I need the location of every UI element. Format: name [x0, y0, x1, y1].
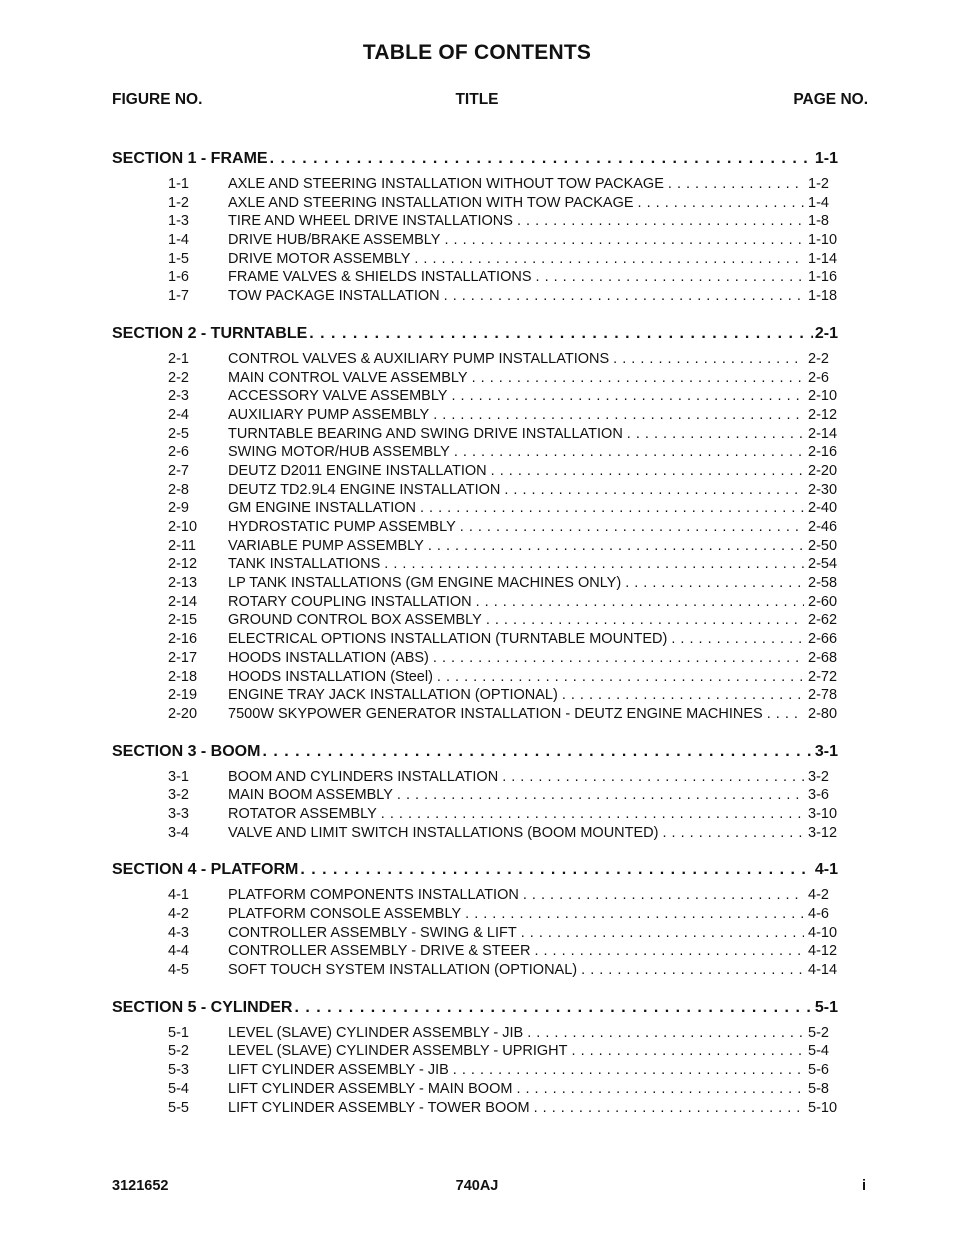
- dot-leader: [613, 350, 804, 369]
- figure-number: 2-9: [168, 500, 189, 517]
- toc-entry[interactable]: [112, 231, 838, 250]
- dot-leader: [534, 942, 804, 961]
- entry-title: FRAME VALVES & SHIELDS INSTALLATIONS: [228, 269, 532, 286]
- dot-leader: [767, 705, 804, 724]
- entry-page: 5-2: [808, 1024, 829, 1041]
- toc-entry[interactable]: [112, 768, 838, 787]
- toc-entry[interactable]: [112, 649, 838, 668]
- entry-page: 5-6: [808, 1062, 829, 1079]
- entry-title: LIFT CYLINDER ASSEMBLY - TOWER BOOM: [228, 1099, 530, 1116]
- figure-number: 2-13: [168, 575, 198, 592]
- toc-section: [112, 999, 838, 1117]
- toc-entry[interactable]: [112, 705, 838, 724]
- entry-title: PLATFORM CONSOLE ASSEMBLY: [228, 906, 462, 922]
- entry-page: 2-72: [808, 668, 838, 685]
- figure-number: 3-2: [168, 787, 189, 804]
- entry-title: TURNTABLE BEARING AND SWING DRIVE INSTALLATION: [228, 425, 623, 442]
- dot-leader: [517, 212, 804, 231]
- dot-leader: [309, 325, 813, 343]
- entry-page: 2-50: [808, 537, 838, 554]
- section-page: 4-1: [814, 861, 838, 879]
- toc-entry[interactable]: [112, 924, 838, 943]
- figure-number: 4-5: [168, 962, 189, 979]
- toc-entry[interactable]: [112, 481, 838, 500]
- entry-title: LEVEL (SLAVE) CYLINDER ASSEMBLY - UPRIGHT: [228, 1043, 568, 1060]
- entry-page: 2-30: [808, 481, 838, 498]
- figure-number: 2-20: [168, 705, 198, 722]
- entry-page: 2-78: [808, 687, 838, 704]
- entry-title: AXLE AND STEERING INSTALLATION WITH TOW PACKAGE: [228, 194, 634, 211]
- entry-page: 1-10: [808, 232, 838, 249]
- entry-title: AUXILIARY PUMP ASSEMBLY: [228, 406, 430, 423]
- toc-entry[interactable]: [112, 212, 838, 231]
- toc-entry[interactable]: [112, 1042, 838, 1061]
- figure-number: 1-2: [168, 194, 189, 211]
- section-title: SECTION 4 - PLATFORM: [112, 861, 299, 879]
- dot-leader: [581, 961, 804, 980]
- dot-leader: [454, 443, 804, 462]
- figure-number: 3-3: [168, 805, 189, 822]
- toc-entry[interactable]: [112, 175, 838, 194]
- toc-entry[interactable]: [112, 462, 838, 481]
- dot-leader: [433, 649, 804, 668]
- dot-leader: [521, 924, 804, 943]
- entry-title: PLATFORM COMPONENTS INSTALLATION: [228, 887, 519, 904]
- toc-entry[interactable]: [112, 593, 838, 612]
- entry-page: 2-10: [808, 388, 838, 405]
- toc-section: [112, 325, 838, 724]
- dot-leader: [444, 287, 804, 306]
- entry-page: 5-8: [808, 1080, 829, 1097]
- section-page: 5-1: [814, 998, 838, 1016]
- entry-page: 2-12: [808, 406, 838, 423]
- toc-entry[interactable]: [112, 942, 838, 961]
- section-title: SECTION 5 - CYLINDER: [112, 998, 293, 1016]
- dot-leader: [476, 593, 804, 612]
- figure-number: 2-7: [168, 462, 189, 479]
- entry-title: HOODS INSTALLATION (Steel): [228, 668, 433, 685]
- toc-entry[interactable]: [112, 499, 838, 518]
- entry-title: LEVEL (SLAVE) CYLINDER ASSEMBLY - JIB: [228, 1024, 524, 1041]
- dot-leader: [668, 175, 804, 194]
- page-title: TABLE OF CONTENTS: [362, 41, 592, 64]
- toc-entry[interactable]: [112, 287, 838, 306]
- toc-entry[interactable]: [112, 1061, 838, 1080]
- entry-title: VALVE AND LIMIT SWITCH INSTALLATIONS (BOOM MOUNTED): [228, 824, 659, 841]
- entry-title: AXLE AND STEERING INSTALLATION WITHOUT TOW PACKAGE: [228, 176, 664, 192]
- figure-number: 2-5: [168, 425, 189, 442]
- figure-number: 2-6: [168, 444, 189, 461]
- figure-number: 4-2: [168, 906, 189, 922]
- section-heading[interactable]: [112, 150, 838, 172]
- section-title: SECTION 3 - BOOM: [112, 742, 261, 760]
- section-heading[interactable]: [112, 325, 838, 347]
- figure-number: 1-4: [168, 232, 189, 249]
- figure-number: 4-3: [168, 924, 189, 941]
- entry-page: 4-12: [808, 943, 838, 960]
- figure-number: 5-4: [168, 1080, 189, 1097]
- section-heading[interactable]: [112, 999, 838, 1021]
- toc-entry[interactable]: [112, 350, 838, 369]
- entry-page: 2-6: [808, 369, 829, 386]
- entry-title: MAIN BOOM ASSEMBLY: [228, 787, 393, 804]
- entry-page: 2-20: [808, 462, 838, 479]
- entry-page: 2-14: [808, 425, 838, 442]
- entry-title: DRIVE MOTOR ASSEMBLY: [228, 250, 411, 267]
- entry-page: 2-54: [808, 556, 838, 573]
- figure-number: 1-5: [168, 250, 189, 267]
- dot-leader: [625, 574, 804, 593]
- figure-number: 5-3: [168, 1062, 189, 1079]
- entry-title: TIRE AND WHEEL DRIVE INSTALLATIONS: [228, 213, 513, 230]
- dot-leader: [502, 768, 804, 787]
- footer-page-number: i: [861, 1178, 866, 1194]
- entry-page: 4-14: [808, 962, 838, 979]
- entry-title: ENGINE TRAY JACK INSTALLATION (OPTIONAL): [228, 687, 558, 704]
- column-header-page: PAGE NO.: [793, 91, 868, 108]
- toc-entry[interactable]: [112, 518, 838, 537]
- figure-number: 2-18: [168, 668, 198, 685]
- entry-page: 3-2: [808, 768, 829, 785]
- entry-title: LIFT CYLINDER ASSEMBLY - JIB: [228, 1062, 449, 1079]
- entry-title: CONTROL VALVES & AUXILIARY PUMP INSTALLATIONS: [228, 350, 610, 367]
- section-title: SECTION 1 - FRAME: [112, 150, 268, 167]
- entry-title: DEUTZ TD2.9L4 ENGINE INSTALLATION: [228, 481, 501, 498]
- entry-title: GROUND CONTROL BOX ASSEMBLY: [228, 612, 482, 629]
- figure-number: 2-2: [168, 369, 189, 386]
- dot-leader: [262, 743, 812, 761]
- dot-leader: [671, 630, 804, 649]
- dot-leader: [437, 668, 804, 687]
- entry-title: DRIVE HUB/BRAKE ASSEMBLY: [228, 232, 441, 249]
- entry-page: 2-46: [808, 519, 838, 535]
- entry-title: VARIABLE PUMP ASSEMBLY: [228, 537, 424, 554]
- entry-page: 1-8: [808, 213, 829, 230]
- toc-entry[interactable]: [112, 369, 838, 388]
- toc-entry[interactable]: [112, 905, 838, 924]
- entry-title: SOFT TOUCH SYSTEM INSTALLATION (OPTIONAL): [228, 962, 578, 979]
- section-page: 2-1: [814, 324, 838, 342]
- section-page: 1-1: [814, 150, 838, 167]
- figure-number: 1-6: [168, 269, 189, 286]
- entry-title: LIFT CYLINDER ASSEMBLY - MAIN BOOM: [228, 1080, 513, 1097]
- figure-number: 2-17: [168, 649, 198, 666]
- toc-entry[interactable]: [112, 555, 838, 574]
- entry-page: 4-6: [808, 906, 829, 922]
- entry-title: ROTARY COUPLING INSTALLATION: [228, 593, 472, 610]
- toc-entry[interactable]: [112, 630, 838, 649]
- entry-title: BOOM AND CYLINDERS INSTALLATION: [228, 768, 499, 785]
- entry-page: 2-62: [808, 612, 838, 629]
- figure-number: 3-1: [168, 768, 189, 785]
- figure-number: 4-4: [168, 943, 189, 960]
- entry-page: 1-4: [808, 194, 829, 211]
- toc-entry[interactable]: [112, 406, 838, 425]
- figure-number: 5-5: [168, 1099, 189, 1116]
- entry-page: 4-10: [808, 924, 838, 941]
- toc-entry[interactable]: [112, 961, 838, 980]
- toc-entry[interactable]: [112, 805, 838, 824]
- entry-title: SWING MOTOR/HUB ASSEMBLY: [228, 444, 450, 461]
- entry-page: 5-10: [808, 1099, 838, 1116]
- figure-number: 1-7: [168, 288, 189, 305]
- toc-entry[interactable]: [112, 1080, 838, 1099]
- dot-leader: [270, 150, 813, 168]
- dot-leader: [527, 1024, 804, 1043]
- dot-leader: [294, 999, 812, 1017]
- column-header-figure: FIGURE NO.: [112, 91, 203, 108]
- dot-leader: [504, 481, 804, 500]
- column-header-title: TITLE: [455, 91, 499, 108]
- dot-leader: [420, 499, 804, 518]
- entry-page: 4-2: [808, 887, 829, 904]
- dot-leader: [453, 1061, 804, 1080]
- entry-page: 2-16: [808, 444, 838, 461]
- section-page: 3-1: [814, 742, 838, 760]
- entry-title: ACCESSORY VALVE ASSEMBLY: [228, 388, 448, 405]
- toc-entry[interactable]: [112, 886, 838, 905]
- entry-page: 1-2: [808, 176, 829, 192]
- footer-model: 740AJ: [455, 1178, 499, 1194]
- entry-page: 1-14: [808, 250, 838, 267]
- figure-number: 3-4: [168, 824, 189, 841]
- entry-page: 2-2: [808, 350, 829, 367]
- figure-number: 2-14: [168, 593, 198, 610]
- dot-leader: [534, 1099, 804, 1118]
- entry-title: ELECTRICAL OPTIONS INSTALLATION (TURNTABLE MOUNTED): [228, 631, 668, 648]
- figure-number: 5-2: [168, 1043, 189, 1060]
- figure-number: 5-1: [168, 1024, 189, 1041]
- toc-section: [112, 743, 838, 843]
- dot-leader: [516, 1080, 804, 1099]
- dot-leader: [486, 611, 804, 630]
- entry-title: GM ENGINE INSTALLATION: [228, 500, 416, 517]
- entry-title: TANK INSTALLATIONS: [228, 556, 381, 573]
- entry-title: DEUTZ D2011 ENGINE INSTALLATION: [228, 462, 487, 479]
- toc-entry[interactable]: [112, 611, 838, 630]
- entry-title: TOW PACKAGE INSTALLATION: [228, 288, 440, 305]
- figure-number: 2-12: [168, 556, 198, 573]
- figure-number: 1-3: [168, 213, 189, 230]
- section-heading[interactable]: [112, 743, 838, 765]
- entry-page: 3-10: [808, 805, 838, 822]
- toc-entry[interactable]: [112, 1024, 838, 1043]
- toc-entry[interactable]: [112, 268, 838, 287]
- toc-entry[interactable]: [112, 824, 838, 843]
- dot-leader: [384, 555, 804, 574]
- dot-leader: [428, 537, 804, 556]
- dot-leader: [662, 824, 804, 843]
- dot-leader: [638, 194, 804, 213]
- entry-page: 3-12: [808, 824, 838, 841]
- dot-leader: [472, 369, 804, 388]
- toc-entry[interactable]: [112, 250, 838, 269]
- entry-title: LP TANK INSTALLATIONS (GM ENGINE MACHINES ONLY): [228, 575, 622, 592]
- toc-entry[interactable]: [112, 786, 838, 805]
- dot-leader: [562, 686, 804, 705]
- entry-title: MAIN CONTROL VALVE ASSEMBLY: [228, 369, 468, 386]
- entry-page: 2-58: [808, 575, 838, 592]
- entry-page: 2-66: [808, 631, 838, 648]
- figure-number: 2-16: [168, 631, 198, 648]
- dot-leader: [381, 805, 804, 824]
- entry-title: HYDROSTATIC PUMP ASSEMBLY: [228, 519, 456, 535]
- figure-number: 2-10: [168, 519, 198, 535]
- entry-title: HOODS INSTALLATION (ABS): [228, 649, 429, 666]
- entry-title: ROTATOR ASSEMBLY: [228, 805, 377, 822]
- toc-entry[interactable]: [112, 1099, 838, 1118]
- entry-title: 7500W SKYPOWER GENERATOR INSTALLATION - DEUTZ ENGINE MACHINES: [228, 705, 763, 722]
- dot-leader: [536, 268, 804, 287]
- entry-page: 2-40: [808, 500, 838, 517]
- entry-page: 3-6: [808, 787, 829, 804]
- dot-leader: [397, 786, 804, 805]
- toc-entry[interactable]: [112, 537, 838, 556]
- dot-leader: [465, 905, 804, 924]
- entry-page: 2-68: [808, 649, 838, 666]
- figure-number: 2-11: [168, 537, 196, 554]
- toc-entry[interactable]: [112, 443, 838, 462]
- dot-leader: [414, 250, 804, 269]
- entry-page: 5-4: [808, 1043, 829, 1060]
- dot-leader: [300, 861, 813, 879]
- section-title: SECTION 2 - TURNTABLE: [112, 324, 308, 342]
- dot-leader: [444, 231, 804, 250]
- figure-number: 2-4: [168, 406, 189, 423]
- dot-leader: [572, 1042, 804, 1061]
- toc-entry[interactable]: [112, 686, 838, 705]
- toc-section: [112, 150, 838, 306]
- entry-title: CONTROLLER ASSEMBLY - SWING & LIFT: [228, 924, 517, 941]
- toc-entry[interactable]: [112, 387, 838, 406]
- figure-number: 2-1: [168, 350, 189, 367]
- figure-number: 2-19: [168, 687, 198, 704]
- toc-entry[interactable]: [112, 194, 838, 213]
- dot-leader: [433, 406, 804, 425]
- entry-page: 2-60: [808, 593, 838, 610]
- entry-page: 2-80: [808, 705, 838, 722]
- figure-number: 2-15: [168, 612, 198, 629]
- figure-number: 2-8: [168, 481, 189, 498]
- figure-number: 1-1: [168, 176, 189, 192]
- figure-number: 2-3: [168, 388, 189, 405]
- toc-entry[interactable]: [112, 425, 838, 444]
- toc-entry[interactable]: [112, 574, 838, 593]
- entry-page: 1-16: [808, 269, 838, 286]
- toc-section: [112, 861, 838, 979]
- section-heading[interactable]: [112, 861, 838, 883]
- dot-leader: [451, 387, 804, 406]
- dot-leader: [523, 886, 804, 905]
- dot-leader: [491, 462, 804, 481]
- figure-number: 4-1: [168, 887, 189, 904]
- footer-doc-number: 3121652: [112, 1178, 169, 1194]
- entry-title: CONTROLLER ASSEMBLY - DRIVE & STEER: [228, 943, 531, 960]
- table-of-contents: [112, 150, 838, 1136]
- dot-leader: [627, 425, 804, 444]
- dot-leader: [460, 518, 804, 537]
- toc-entry[interactable]: [112, 668, 838, 687]
- entry-page: 1-18: [808, 288, 838, 305]
